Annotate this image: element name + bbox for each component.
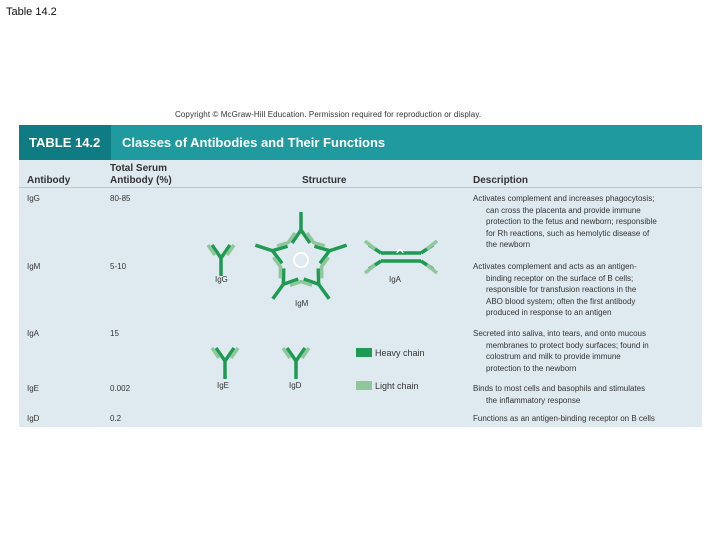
desc-line: colostrum and milk to provide immune [486,352,621,361]
desc-line: Activates complement and acts as an antigen- [473,262,637,271]
row-igd-serum: 0.2 [110,414,122,423]
desc-line: membranes to protect body surfaces; found in [486,340,649,350]
table-title: Classes of Antibodies and Their Functions [122,135,386,150]
desc-line: Activates complement and increases phagocytosis; [473,194,655,203]
desc-line: protection to the fetus and newborn; responsible [486,217,657,226]
antibody-structure-diagrams [19,125,702,427]
desc-line: produced in response to an antigen [486,308,612,317]
desc-line: can cross the placenta and provide immune [486,205,641,215]
iga-dimer [365,241,437,273]
desc-line: the inflammatory response [486,395,581,405]
row-igg-serum: 80-85 [110,194,131,203]
desc-line: responsible for transfusion reactions in the [486,285,637,294]
label-igm: IgM [295,299,309,308]
igd-monomer [283,348,309,379]
col-serum-line1: Total Serum [110,163,168,174]
row-igm-antibody: IgM [27,262,41,271]
label-iga: IgA [389,275,402,284]
light-chain-swatch [356,381,372,390]
legend-light-chain: Light chain [375,381,419,391]
desc-line: the newborn [486,240,531,249]
antibody-table [19,125,702,427]
igm-pentamer [251,212,350,306]
col-antibody: Antibody [27,175,71,186]
label-igg: IgG [215,275,228,284]
row-iga-antibody: IgA [27,329,40,338]
col-description: Description [473,175,529,186]
col-serum-line2: Antibody (%) [110,175,172,186]
desc-line: Secreted into saliva, into tears, and onto mucous [473,329,646,338]
heavy-chain-swatch [356,348,372,357]
row-igg-antibody: IgG [27,194,40,203]
row-igd-antibody: IgD [27,414,40,423]
row-igm-serum: 5-10 [110,262,127,271]
label-ige: IgE [217,381,230,390]
row-iga-serum: 15 [110,329,119,338]
ige-monomer [212,348,238,379]
igg-monomer [208,245,234,276]
row-ige-serum: 0.002 [110,384,131,393]
desc-line: Functions as an antigen-binding receptor on B cells [473,414,655,423]
legend-heavy-chain: Heavy chain [375,348,425,358]
desc-line: for Rh reactions, such as hemolytic disease of [486,228,650,238]
label-igd: IgD [289,381,302,390]
row-ige-antibody: IgE [27,384,40,393]
slide-title: Table 14.2 [6,6,57,18]
desc-line: Binds to most cells and basophils and stimulates [473,384,646,393]
table-label: TABLE 14.2 [19,125,111,160]
desc-line: binding receptor on the surface of B cells; [486,273,634,283]
desc-line: protection to the newborn [486,363,577,373]
copyright-notice: Copyright © McGraw-Hill Education. Permission required for reproduction or display. [175,110,482,119]
desc-line: ABO blood system; often the first antibody [486,296,636,306]
col-structure: Structure [302,175,347,186]
